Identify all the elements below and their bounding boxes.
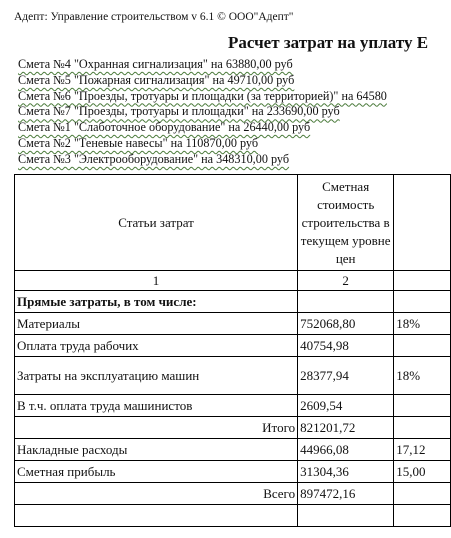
row-value: 2609,54 <box>298 395 394 417</box>
total-label: Всего <box>15 483 298 505</box>
total-row <box>15 483 451 505</box>
total-value: 897472,16 <box>298 483 394 505</box>
row-label: Сметная прибыль <box>15 461 298 483</box>
empty-cell <box>394 291 451 313</box>
subtotal-value: 821201,72 <box>298 417 394 439</box>
row-rate <box>394 335 451 357</box>
header-estimated-cost: Сметная стоимость строительства в текущем уровне цен <box>298 175 394 271</box>
header-empty-cell <box>394 175 451 271</box>
column-number-row <box>15 271 451 291</box>
cost-table <box>14 174 451 527</box>
row-label: Материалы <box>15 313 298 335</box>
section-heading-row <box>15 291 451 313</box>
table-row <box>15 357 451 395</box>
empty-cell <box>394 505 451 527</box>
subtotal-row <box>15 417 451 439</box>
row-label: Оплата труда рабочих <box>15 335 298 357</box>
subtotal-label: Итого <box>15 417 298 439</box>
estimate-item: Смета №6 "Проезды, тротуары и площадки (за территорией)" на 64580 <box>18 88 387 103</box>
estimate-item: Смета №1 "Слаботочное оборудование" на 26440,00 руб <box>18 120 311 135</box>
row-rate: 18% <box>394 357 451 395</box>
row-label: Накладные расходы <box>15 439 298 461</box>
empty-cell <box>298 291 394 313</box>
table-row <box>15 335 451 357</box>
empty-cell <box>394 271 451 291</box>
estimate-item: Смета №5 "Пожарная сигнализация" на 49710,00 руб <box>18 72 295 87</box>
estimate-item: Смета №2 "Теневые навесы" на 110870,00 руб <box>18 135 259 150</box>
table-row <box>15 395 451 417</box>
row-rate <box>394 417 451 439</box>
empty-row <box>15 505 451 527</box>
row-label: Затраты на эксплуатацию машин <box>15 357 298 395</box>
row-value: 44966,08 <box>298 439 394 461</box>
estimate-item: Смета №3 "Электрооборудование" на 348310,00 руб <box>18 151 290 166</box>
empty-cell <box>298 505 394 527</box>
estimate-item: Смета №4 "Охранная сигнализация" на 63880,00 руб <box>18 57 293 71</box>
app-header: Адепт: Управление строительством v 6.1 © ООО"Адепт" <box>14 11 294 23</box>
row-rate <box>394 395 451 417</box>
table-row <box>15 313 451 335</box>
column-number-1: 1 <box>15 271 298 291</box>
row-rate: 15,00 <box>394 461 451 483</box>
estimate-list <box>18 57 387 168</box>
empty-cell <box>15 505 298 527</box>
header-cost-items: Статьи затрат <box>15 175 298 271</box>
row-value: 40754,98 <box>298 335 394 357</box>
table-header-row <box>15 175 451 271</box>
row-rate: 18% <box>394 313 451 335</box>
section-heading: Прямые затраты, в том числе: <box>15 291 298 313</box>
column-number-2: 2 <box>298 271 394 291</box>
row-rate: 17,12 <box>394 439 451 461</box>
row-value: 28377,94 <box>298 357 394 395</box>
row-value: 752068,80 <box>298 313 394 335</box>
estimate-item: Смета №7 "Проезды, тротуары и площадки" на 233690,00 руб <box>18 104 340 119</box>
document-title: Расчет затрат на уплату Е <box>228 33 429 52</box>
row-rate <box>394 483 451 505</box>
row-label: В т.ч. оплата труда машинистов <box>15 395 298 417</box>
table-row <box>15 461 451 483</box>
table-row <box>15 439 451 461</box>
row-value: 31304,36 <box>298 461 394 483</box>
